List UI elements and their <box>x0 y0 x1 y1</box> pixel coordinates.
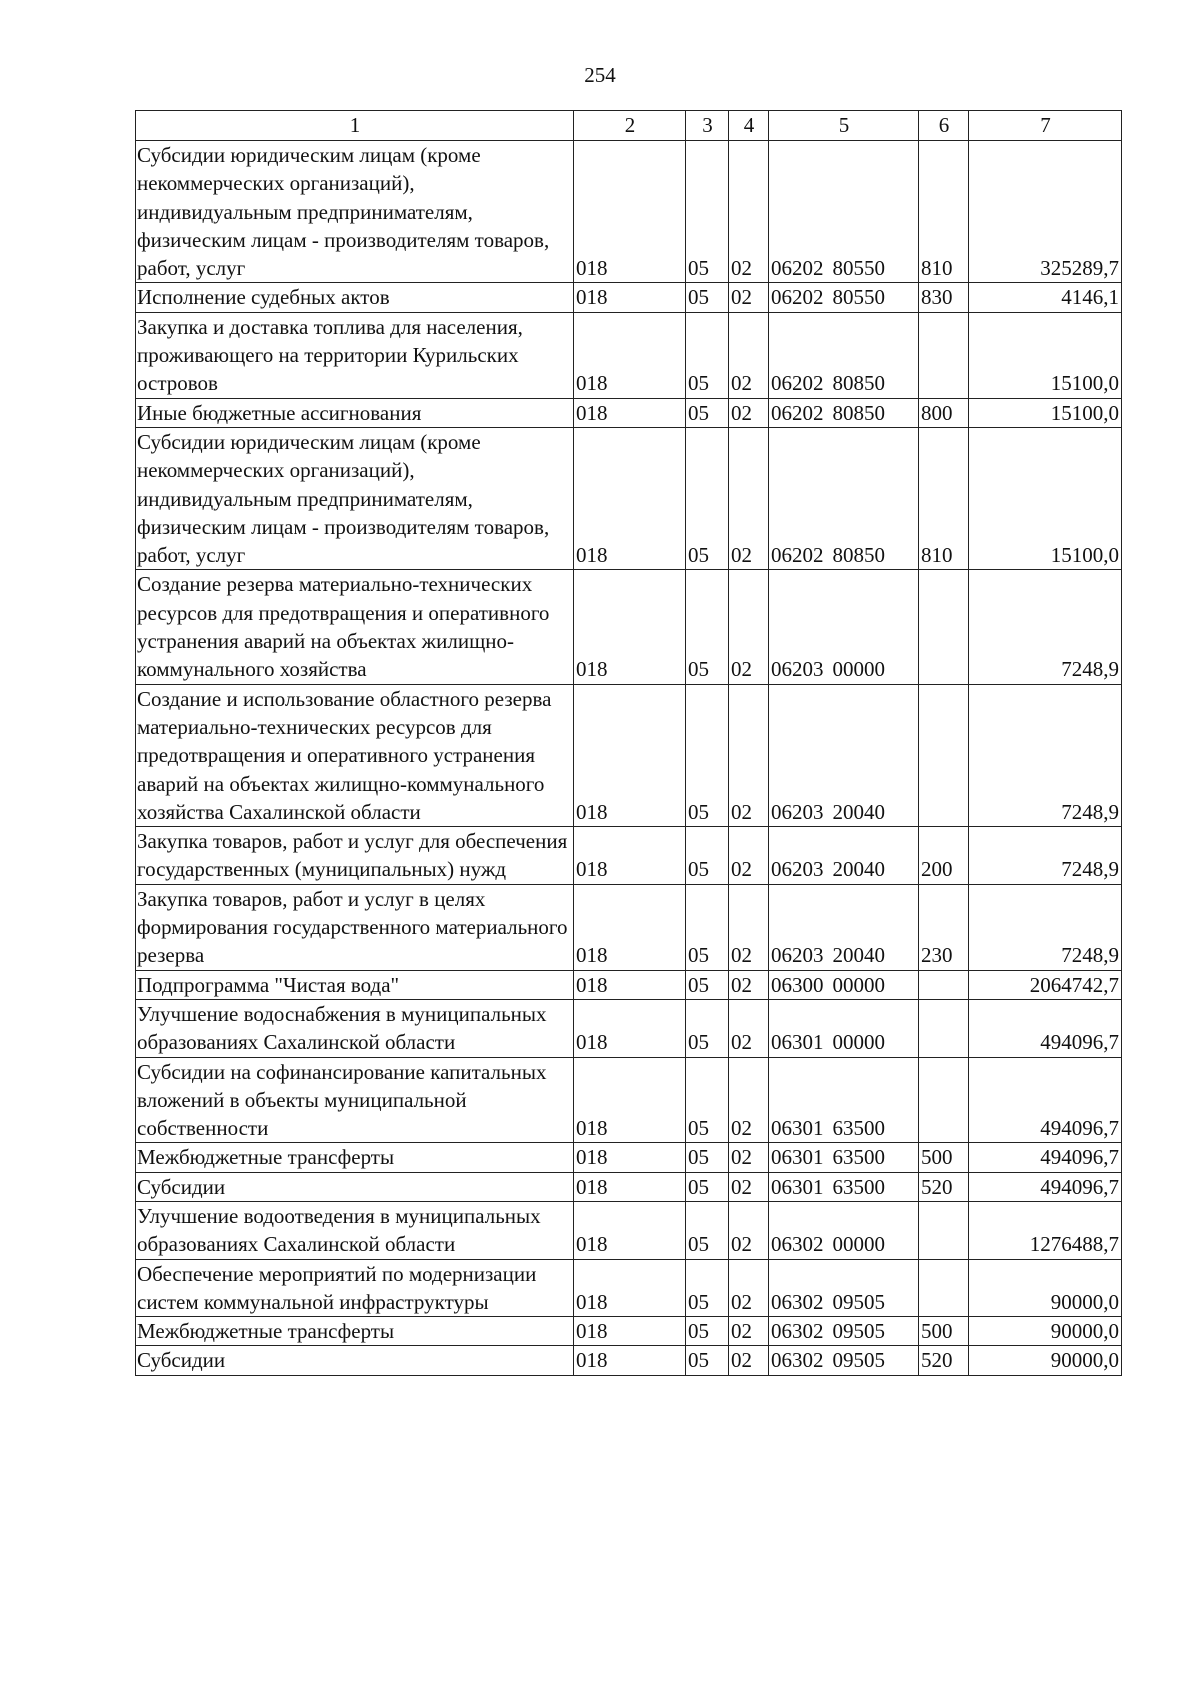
page-number: 254 <box>584 63 616 87</box>
expense-type-code: 200 <box>919 827 969 885</box>
expense-type-code <box>919 1259 969 1317</box>
column-header-5: 5 <box>769 111 919 141</box>
section-code: 05 <box>686 570 729 684</box>
expense-type-code <box>919 1057 969 1143</box>
table-row <box>136 1201 1122 1259</box>
row-description: Субсидии <box>136 1346 574 1375</box>
ministry-code: 018 <box>574 570 686 684</box>
subsection-code: 02 <box>729 312 769 398</box>
ministry-code: 018 <box>574 1317 686 1346</box>
ministry-code: 018 <box>574 427 686 569</box>
ministry-code: 018 <box>574 312 686 398</box>
target-article-code: 06203 00000 <box>769 570 919 684</box>
column-header-1: 1 <box>136 111 574 141</box>
amount-value: 325289,7 <box>969 141 1122 283</box>
ministry-code: 018 <box>574 884 686 970</box>
expense-type-code: 520 <box>919 1172 969 1201</box>
amount-value: 494096,7 <box>969 1057 1122 1143</box>
ministry-code: 018 <box>574 1143 686 1172</box>
amount-value: 1276488,7 <box>969 1201 1122 1259</box>
section-code: 05 <box>686 1201 729 1259</box>
expense-type-code: 500 <box>919 1317 969 1346</box>
section-code: 05 <box>686 1057 729 1143</box>
target-article-code: 06302 00000 <box>769 1201 919 1259</box>
section-code: 05 <box>686 1143 729 1172</box>
row-description: Закупка и доставка топлива для населения, проживающего на территории Курильских островов <box>136 312 574 398</box>
ministry-code: 018 <box>574 1259 686 1317</box>
column-header-2: 2 <box>574 111 686 141</box>
budget-table <box>135 110 1122 1376</box>
table-row <box>136 1346 1122 1375</box>
amount-value: 90000,0 <box>969 1346 1122 1375</box>
table-row <box>136 141 1122 283</box>
ministry-code: 018 <box>574 398 686 427</box>
ministry-code: 018 <box>574 999 686 1057</box>
table-row <box>136 1172 1122 1201</box>
section-code: 05 <box>686 1172 729 1201</box>
target-article-code: 06302 09505 <box>769 1317 919 1346</box>
column-header-6: 6 <box>919 111 969 141</box>
amount-value: 15100,0 <box>969 427 1122 569</box>
expense-type-code: 810 <box>919 141 969 283</box>
row-description: Обеспечение мероприятий по модернизации систем коммунальной инфраструктуры <box>136 1259 574 1317</box>
ministry-code: 018 <box>574 1172 686 1201</box>
expense-type-code <box>919 312 969 398</box>
column-header-3: 3 <box>686 111 729 141</box>
ministry-code: 018 <box>574 827 686 885</box>
section-code: 05 <box>686 1259 729 1317</box>
subsection-code: 02 <box>729 398 769 427</box>
expense-type-code <box>919 970 969 999</box>
target-article-code: 06203 20040 <box>769 827 919 885</box>
section-code: 05 <box>686 312 729 398</box>
row-description: Улучшение водоотведения в муниципальных образованиях Сахалинской области <box>136 1201 574 1259</box>
table-row <box>136 999 1122 1057</box>
subsection-code: 02 <box>729 1201 769 1259</box>
target-article-code: 06302 09505 <box>769 1346 919 1375</box>
section-code: 05 <box>686 427 729 569</box>
amount-value: 494096,7 <box>969 999 1122 1057</box>
target-article-code: 06202 80850 <box>769 427 919 569</box>
target-article-code: 06300 00000 <box>769 970 919 999</box>
ministry-code: 018 <box>574 141 686 283</box>
subsection-code: 02 <box>729 427 769 569</box>
amount-value: 4146,1 <box>969 283 1122 312</box>
ministry-code: 018 <box>574 970 686 999</box>
table-row <box>136 970 1122 999</box>
section-code: 05 <box>686 827 729 885</box>
amount-value: 15100,0 <box>969 398 1122 427</box>
subsection-code: 02 <box>729 1172 769 1201</box>
target-article-code: 06301 63500 <box>769 1172 919 1201</box>
amount-value: 494096,7 <box>969 1143 1122 1172</box>
expense-type-code: 800 <box>919 398 969 427</box>
ministry-code: 018 <box>574 1346 686 1375</box>
table-row <box>136 570 1122 684</box>
amount-value: 7248,9 <box>969 570 1122 684</box>
expense-type-code <box>919 570 969 684</box>
target-article-code: 06301 63500 <box>769 1143 919 1172</box>
table-row <box>136 884 1122 970</box>
row-description: Создание и использование областного резерва материально-технических ресурсов для предотвращения и оперативного устранения аварий на объектах жилищно-коммунального хозяйства Сахалинской области <box>136 684 574 826</box>
table-row <box>136 427 1122 569</box>
expense-type-code <box>919 684 969 826</box>
expense-type-code <box>919 999 969 1057</box>
target-article-code: 06301 63500 <box>769 1057 919 1143</box>
amount-value: 15100,0 <box>969 312 1122 398</box>
section-code: 05 <box>686 970 729 999</box>
amount-value: 7248,9 <box>969 684 1122 826</box>
ministry-code: 018 <box>574 684 686 826</box>
section-code: 05 <box>686 1346 729 1375</box>
subsection-code: 02 <box>729 1317 769 1346</box>
row-description: Иные бюджетные ассигнования <box>136 398 574 427</box>
subsection-code: 02 <box>729 827 769 885</box>
row-description: Закупка товаров, работ и услуг в целях формирования государственного материального резерва <box>136 884 574 970</box>
row-description: Межбюджетные трансферты <box>136 1143 574 1172</box>
amount-value: 2064742,7 <box>969 970 1122 999</box>
subsection-code: 02 <box>729 1346 769 1375</box>
subsection-code: 02 <box>729 283 769 312</box>
row-description: Субсидии на софинансирование капитальных вложений в объекты муниципальной собственности <box>136 1057 574 1143</box>
expense-type-code: 830 <box>919 283 969 312</box>
table-row <box>136 1057 1122 1143</box>
target-article-code: 06301 00000 <box>769 999 919 1057</box>
subsection-code: 02 <box>729 570 769 684</box>
row-description: Улучшение водоснабжения в муниципальных образованиях Сахалинской области <box>136 999 574 1057</box>
target-article-code: 06203 20040 <box>769 884 919 970</box>
row-description: Субсидии <box>136 1172 574 1201</box>
row-description: Закупка товаров, работ и услуг для обеспечения государственных (муниципальных) нужд <box>136 827 574 885</box>
ministry-code: 018 <box>574 1201 686 1259</box>
amount-value: 494096,7 <box>969 1172 1122 1201</box>
table-row <box>136 283 1122 312</box>
amount-value: 7248,9 <box>969 827 1122 885</box>
row-description: Субсидии юридическим лицам (кроме некоммерческих организаций), индивидуальным предпринимателям, физическим лицам - производителям товаров, работ, услуг <box>136 427 574 569</box>
section-code: 05 <box>686 684 729 826</box>
subsection-code: 02 <box>729 884 769 970</box>
subsection-code: 02 <box>729 684 769 826</box>
subsection-code: 02 <box>729 999 769 1057</box>
amount-value: 90000,0 <box>969 1317 1122 1346</box>
amount-value: 7248,9 <box>969 884 1122 970</box>
subsection-code: 02 <box>729 141 769 283</box>
target-article-code: 06202 80850 <box>769 398 919 427</box>
target-article-code: 06202 80550 <box>769 141 919 283</box>
subsection-code: 02 <box>729 970 769 999</box>
table-row <box>136 1259 1122 1317</box>
ministry-code: 018 <box>574 1057 686 1143</box>
subsection-code: 02 <box>729 1057 769 1143</box>
table-row <box>136 827 1122 885</box>
row-description: Исполнение судебных актов <box>136 283 574 312</box>
section-code: 05 <box>686 398 729 427</box>
expense-type-code: 520 <box>919 1346 969 1375</box>
subsection-code: 02 <box>729 1143 769 1172</box>
row-description: Создание резерва материально-технических ресурсов для предотвращения и оперативного устранения аварий на объектах жилищно-коммунального хозяйства <box>136 570 574 684</box>
target-article-code: 06202 80850 <box>769 312 919 398</box>
table-row <box>136 684 1122 826</box>
row-description: Подпрограмма "Чистая вода" <box>136 970 574 999</box>
table-row <box>136 398 1122 427</box>
table-row <box>136 1143 1122 1172</box>
column-header-7: 7 <box>969 111 1122 141</box>
expense-type-code: 230 <box>919 884 969 970</box>
subsection-code: 02 <box>729 1259 769 1317</box>
expense-type-code: 810 <box>919 427 969 569</box>
amount-value: 90000,0 <box>969 1259 1122 1317</box>
table-row <box>136 312 1122 398</box>
expense-type-code: 500 <box>919 1143 969 1172</box>
target-article-code: 06203 20040 <box>769 684 919 826</box>
header-row <box>136 111 1122 141</box>
table-row <box>136 1317 1122 1346</box>
section-code: 05 <box>686 884 729 970</box>
target-article-code: 06202 80550 <box>769 283 919 312</box>
expense-type-code <box>919 1201 969 1259</box>
row-description: Субсидии юридическим лицам (кроме некоммерческих организаций), индивидуальным предпринимателям, физическим лицам - производителям товаров, работ, услуг <box>136 141 574 283</box>
section-code: 05 <box>686 283 729 312</box>
ministry-code: 018 <box>574 283 686 312</box>
row-description: Межбюджетные трансферты <box>136 1317 574 1346</box>
column-header-4: 4 <box>729 111 769 141</box>
target-article-code: 06302 09505 <box>769 1259 919 1317</box>
section-code: 05 <box>686 1317 729 1346</box>
section-code: 05 <box>686 999 729 1057</box>
section-code: 05 <box>686 141 729 283</box>
